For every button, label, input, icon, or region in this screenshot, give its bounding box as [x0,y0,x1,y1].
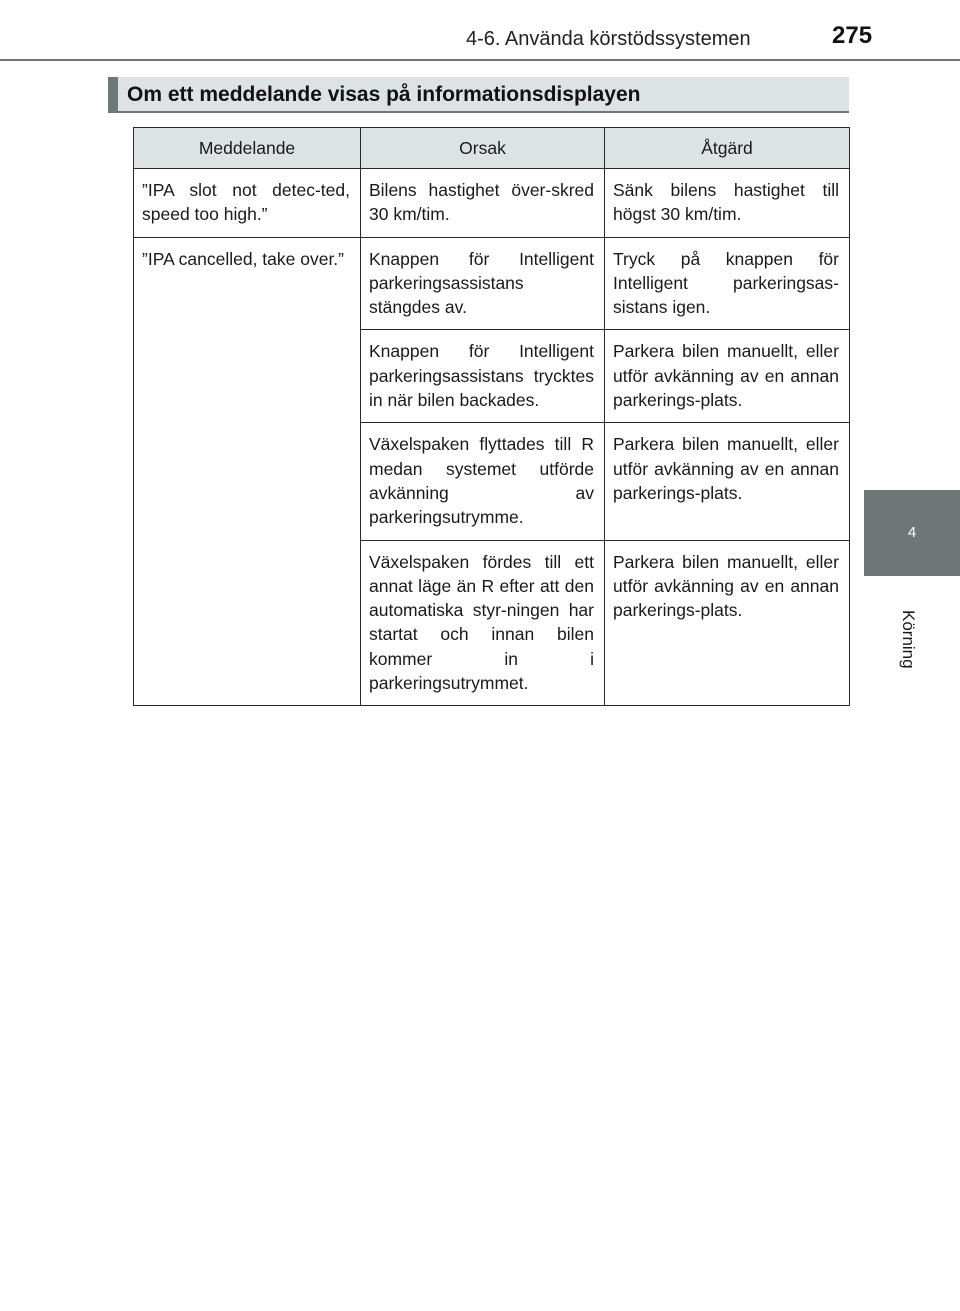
column-header-action: Åtgärd [605,128,850,169]
cause-cell: Knappen för Intelligent parkeringsassistans stängdes av. [361,237,605,330]
column-header-cause: Orsak [361,128,605,169]
column-header-message: Meddelande [134,128,361,169]
cause-cell: Bilens hastighet över-skred 30 km/tim. [361,169,605,238]
page-number: 275 [832,22,873,49]
section-path: 4-6. Använda körstödssystemen [466,28,751,50]
section-heading [108,77,849,113]
section-title: Om ett meddelande visas på informationsdisplayen [127,83,641,106]
heading-accent-bar [108,77,118,111]
action-cell: Tryck på knappen för Intelligent parkeringsas-sistans igen. [605,237,850,330]
cause-cell: Växelspaken flyttades till R medan systemet utförde avkänning av parkeringsutrymme. [361,423,605,540]
header-divider [0,59,960,61]
chapter-tab[interactable] [864,490,960,576]
message-table [133,127,850,706]
cause-cell: Knappen för Intelligent parkeringsassistans trycktes in när bilen backades. [361,330,605,423]
page-header [0,0,960,60]
table-row [134,169,850,238]
cause-cell: Växelspaken fördes till ett annat läge än R efter att den automatiska styr-ningen har startat och innan bilen kommer in i parkeringsutrymmet. [361,540,605,706]
chapter-title: Körning [899,610,918,669]
table-header-row [134,128,850,169]
message-cell: ”IPA cancelled, take over.” [134,237,361,706]
action-cell: Sänk bilens hastighet till högst 30 km/tim. [605,169,850,238]
chapter-number: 4 [907,524,917,541]
action-cell: Parkera bilen manuellt, eller utför avkänning av en annan parkerings-plats. [605,423,850,540]
action-cell: Parkera bilen manuellt, eller utför avkänning av en annan parkerings-plats. [605,330,850,423]
table-row [134,237,850,330]
action-cell: Parkera bilen manuellt, eller utför avkänning av en annan parkerings-plats. [605,540,850,706]
message-cell: ”IPA slot not detec-ted, speed too high.” [134,169,361,238]
